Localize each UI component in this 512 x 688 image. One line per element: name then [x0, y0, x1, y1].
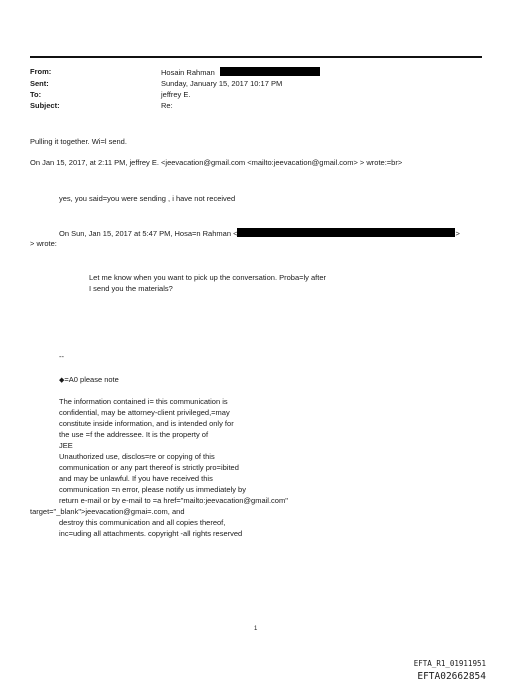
notice-line: communication =n error, please notify us immediately by: [59, 485, 246, 494]
notice-line: destroy this communication and all copies thereof,: [59, 518, 226, 527]
bates-number-primary: EFTA_R1_01911951: [413, 659, 486, 668]
reply-text: Pulling it together. Wi=l send.: [30, 137, 127, 146]
subject-label: Subject:: [30, 101, 60, 110]
from-value: [161, 67, 320, 77]
redaction-bar: [237, 228, 455, 237]
notice-line: constitute inside information, and is intended only for: [59, 419, 234, 428]
notice-line: return e-mail or by e-mail to =a href="mailto:jeevacation@gmail.com": [59, 496, 288, 505]
quote2-line1: Let me know when you want to pick up the conversation. Proba=ly after: [89, 273, 327, 282]
notice-line: confidential, may be attorney-client privileged,=may: [59, 408, 230, 417]
quote1-text: yes, you said=you were sending , i have not received: [59, 194, 236, 203]
quote2-wrote: > wrote:: [30, 239, 57, 248]
diamond-icon: ◆: [59, 377, 65, 384]
notice-line: inc=uding all attachments. copyright -all rights reserved: [59, 529, 243, 538]
please-note-text: =A0 please note: [64, 375, 119, 384]
notice-line: The information contained i= this communication is: [59, 397, 228, 406]
notice-target-line: target="_blank">jeevacation@gmai=.com, and: [30, 507, 185, 516]
to-label: To:: [30, 90, 42, 99]
from-row: [30, 67, 490, 77]
quote2-attribution-start: On Sun, Jan 15, 2017 at 5:47 PM, Hosa=n Rahman <: [59, 229, 238, 238]
notice-line: Unauthorized use, disclos=re or copying of this: [59, 452, 215, 461]
to-row: [30, 90, 490, 100]
redaction-bar: [220, 67, 320, 76]
notice-line: JEE: [59, 441, 73, 450]
subject-row: [30, 101, 490, 111]
from-name: Hosain Rahman: [161, 68, 215, 77]
notice-line: and may be unlawful. If you have received this: [59, 474, 213, 483]
to-value: jeffrey E.: [161, 90, 191, 99]
sent-label: Sent:: [30, 79, 49, 88]
sent-value: Sunday, January 15, 2017 10:17 PM: [161, 79, 283, 88]
notice-line: communication or any part thereof is strictly pro=ibited: [59, 463, 239, 472]
quote2-attribution-end: >: [455, 229, 460, 238]
sent-row: [30, 79, 490, 89]
quote2-line2: I send you the materials?: [89, 284, 173, 293]
please-note-line: [59, 375, 119, 385]
from-label: From:: [30, 67, 52, 76]
quote1-attribution: On Jan 15, 2017, at 2:11 PM, jeffrey E. <jeevacation@gmail.com <mailto:jeevacation@gmail.com> > wrote:=br>: [30, 158, 403, 167]
subject-value: Re:: [161, 101, 173, 110]
signature-dash: --: [59, 352, 64, 361]
quote2-attribution: [59, 228, 460, 238]
notice-line: the use =f the addressee. It is the property of: [59, 430, 209, 439]
header-rule: [30, 56, 482, 58]
bates-number-secondary: EFTA02662854: [417, 671, 486, 682]
page-number: 1: [254, 626, 258, 632]
